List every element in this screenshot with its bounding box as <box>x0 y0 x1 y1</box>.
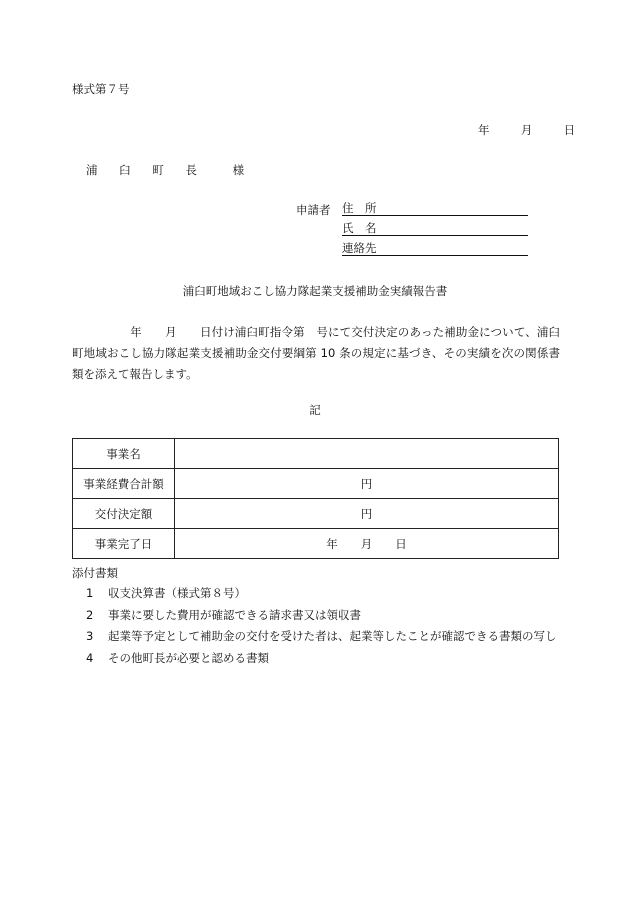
table-row <box>73 529 559 559</box>
item-text: 起業等予定として補助金の交付を受けた者は、起業等したことが確認できる書類の写し <box>108 629 557 643</box>
document-title: 浦臼町地域おこし協力隊起業支援補助金実績報告書 <box>182 284 448 298</box>
item-text: 収支決算書（様式第８号） <box>108 586 246 600</box>
ki-heading: 記 <box>309 403 321 417</box>
table-row <box>73 439 559 469</box>
item-number: 1 <box>86 586 94 600</box>
attachments-list <box>86 583 557 669</box>
table-row <box>73 499 559 529</box>
form-number: 様式第７号 <box>72 82 130 96</box>
item-text: その他町長が必要と認める書類 <box>108 650 269 665</box>
name-label: 氏 名 <box>342 221 377 235</box>
submission-date <box>478 122 575 138</box>
table-value[interactable]: 円 <box>175 469 559 499</box>
list-item <box>86 626 557 648</box>
addressee-char: 町 <box>152 163 166 177</box>
address-label: 住 所 <box>342 201 377 215</box>
item-number: 3 <box>86 629 94 643</box>
contact-field[interactable] <box>342 241 528 256</box>
report-table <box>72 438 559 559</box>
name-field[interactable] <box>342 221 528 236</box>
list-item <box>86 583 557 605</box>
date-day-label: 日 <box>563 123 576 137</box>
item-number: 2 <box>86 607 94 622</box>
contact-label: 連絡先 <box>342 241 377 255</box>
table-label: 事業名 <box>73 439 175 469</box>
table-value[interactable] <box>175 439 559 469</box>
date-month-label: 月 <box>520 123 533 137</box>
table-value[interactable]: 円 <box>175 499 559 529</box>
address-field[interactable] <box>342 201 528 216</box>
addressee-char: 浦 <box>86 163 100 177</box>
applicant-label: 申請者 <box>296 203 331 217</box>
table-row <box>73 469 559 499</box>
addressee-char: 長 <box>185 163 199 177</box>
item-text: 事業に要した費用が確認できる請求書又は領収書 <box>108 607 361 622</box>
body-paragraph: 年 月 日付け浦臼町指令第 号にて交付決定のあった補助金について、浦臼町地域おこし協力隊起業支援補助金交付要綱第 10 条の規定に基づき、その実績を次の関係書類を添えて報告します。 <box>72 325 560 381</box>
item-number: 4 <box>86 650 94 665</box>
table-label: 事業完了日 <box>73 529 175 559</box>
date-year-label: 年 <box>478 123 490 137</box>
attachments-title: 添付書類 <box>72 566 118 580</box>
table-label: 交付決定額 <box>73 499 175 529</box>
addressee <box>86 162 246 178</box>
addressee-char: 臼 <box>119 163 133 177</box>
addressee-honorific: 様 <box>232 163 247 177</box>
table-label: 事業経費合計額 <box>73 469 175 499</box>
table-value[interactable]: 年 月 日 <box>175 529 559 559</box>
list-item <box>86 605 557 627</box>
list-item <box>86 648 557 670</box>
